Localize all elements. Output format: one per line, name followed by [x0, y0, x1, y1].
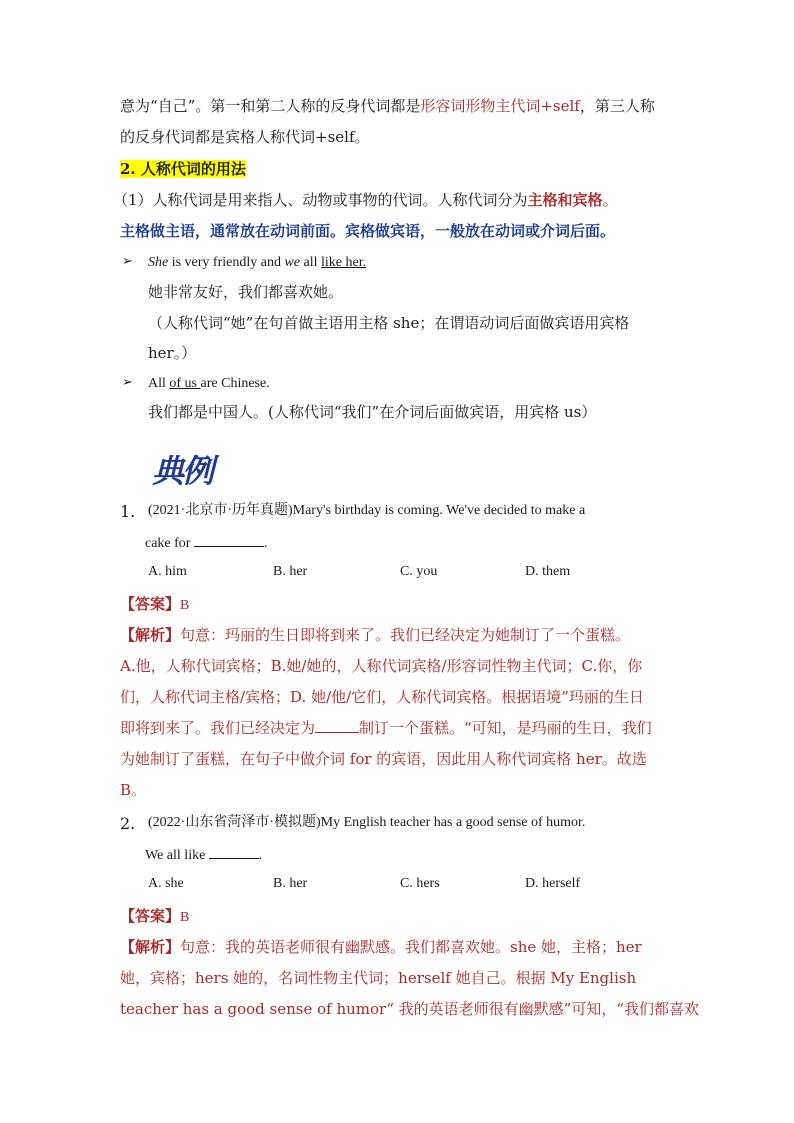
intro-highlight-term: 形容词形物主代词+self [420, 97, 580, 115]
bullet-arrow-icon: ➢ [122, 254, 133, 269]
q1-stem-line-1: (2021·北京市·历年真题)Mary's birthday is coming. We've decided to make a [148, 503, 586, 518]
q1-analysis-line-5: 为她制订了蛋糕，在句子中做介词 for 的宾语，因此用人称代词宾格 her。故选 [120, 750, 647, 768]
section-paragraph-2: 主格做主语，通常放在动词前面。宾格做宾语，一般放在动词或介词后面。 [120, 222, 616, 240]
q2-analysis-line-1: 【解析】句意：我的英语老师很有幽默感。我们都喜欢她。she 她，主格；her [120, 938, 642, 956]
q1-analysis-blank [315, 718, 359, 733]
q1-number: 1. [120, 502, 136, 521]
q1-stem-line-2: cake for . [145, 532, 267, 554]
section-paragraph-1: （1）人称代词是用来指人、动物或事物的代词。人称代词分为主格和宾格。 [113, 191, 618, 209]
q2-option-b: B. her [273, 876, 308, 891]
intro-line-2: 的反身代词都是宾格人称代词+self。 [120, 128, 370, 146]
q2-answer: 【答案】B [120, 907, 190, 925]
q2-stem-line-2: We all like . [145, 844, 262, 866]
q1-option-c: C. you [400, 564, 438, 579]
q2-option-a: A. she [148, 876, 184, 891]
q2-analysis-line-2: 她，宾格；hers 她的，名词性物主代词；herself 她自己。根据 My English [120, 969, 637, 987]
bullet-arrow-icon: ➢ [122, 375, 133, 390]
q1-option-a: A. him [148, 564, 187, 579]
q1-blank [194, 532, 264, 547]
intro-line-1: 意为“自己”。第一和第二人称的反身代词都是形容词形物主代词+self，第三人称 [120, 97, 655, 115]
example1-note-2: her。） [148, 344, 197, 362]
example1-translation: 她非常友好，我们都喜欢她。 [148, 283, 344, 301]
q1-analysis-line-3: 们，人称代词主格/宾格；D. 她/他/它们，人称代词宾格。根据语境”玛丽的生日 [120, 688, 644, 706]
section-heading: 2. 人称代词的用法 [120, 160, 246, 178]
q1-analysis-line-4: 即将到来了。我们已经决定为 制订一个蛋糕。“可知，是玛丽的生日，我们 [120, 719, 652, 737]
q1-option-d: D. them [525, 564, 571, 579]
q2-stem-line-1: (2022·山东省菏泽市·模拟题)My English teacher has a good sense of humor. [148, 815, 586, 830]
q1-analysis-line-1: 【解析】句意：玛丽的生日即将到来了。我们已经决定为她制订了一个蛋糕。 [120, 626, 631, 644]
q2-option-d: D. herself [525, 876, 581, 891]
q2-blank [209, 844, 259, 859]
q1-analysis-line-6: B。 [120, 781, 147, 799]
example2-sentence: All of us are Chinese. [148, 376, 270, 391]
example1-note-1: （人称代词“她”在句首做主语用主格 she；在谓语动词后面做宾语用宾格 [148, 314, 630, 332]
q1-option-b: B. her [273, 564, 308, 579]
q2-analysis-line-3: teacher has a good sense of humor“ 我的英语老师很有幽默感”可知，“我们都喜欢 [120, 1000, 699, 1018]
example1-sentence: She is very friendly and we all like her. [148, 255, 367, 270]
q1-answer: 【答案】B [120, 595, 190, 613]
example-logo: 典例 [152, 452, 213, 490]
q1-analysis-line-2: A.他，人称代词宾格；B.她/她的，人称代词宾格/形容词性物主代词；C.你，你 [120, 657, 643, 675]
example2-translation: 我们都是中国人。(人称代词“我们”在介词后面做宾语，用宾格 us） [148, 403, 597, 421]
q2-option-c: C. hers [400, 876, 440, 891]
q2-number: 2. [120, 814, 136, 833]
